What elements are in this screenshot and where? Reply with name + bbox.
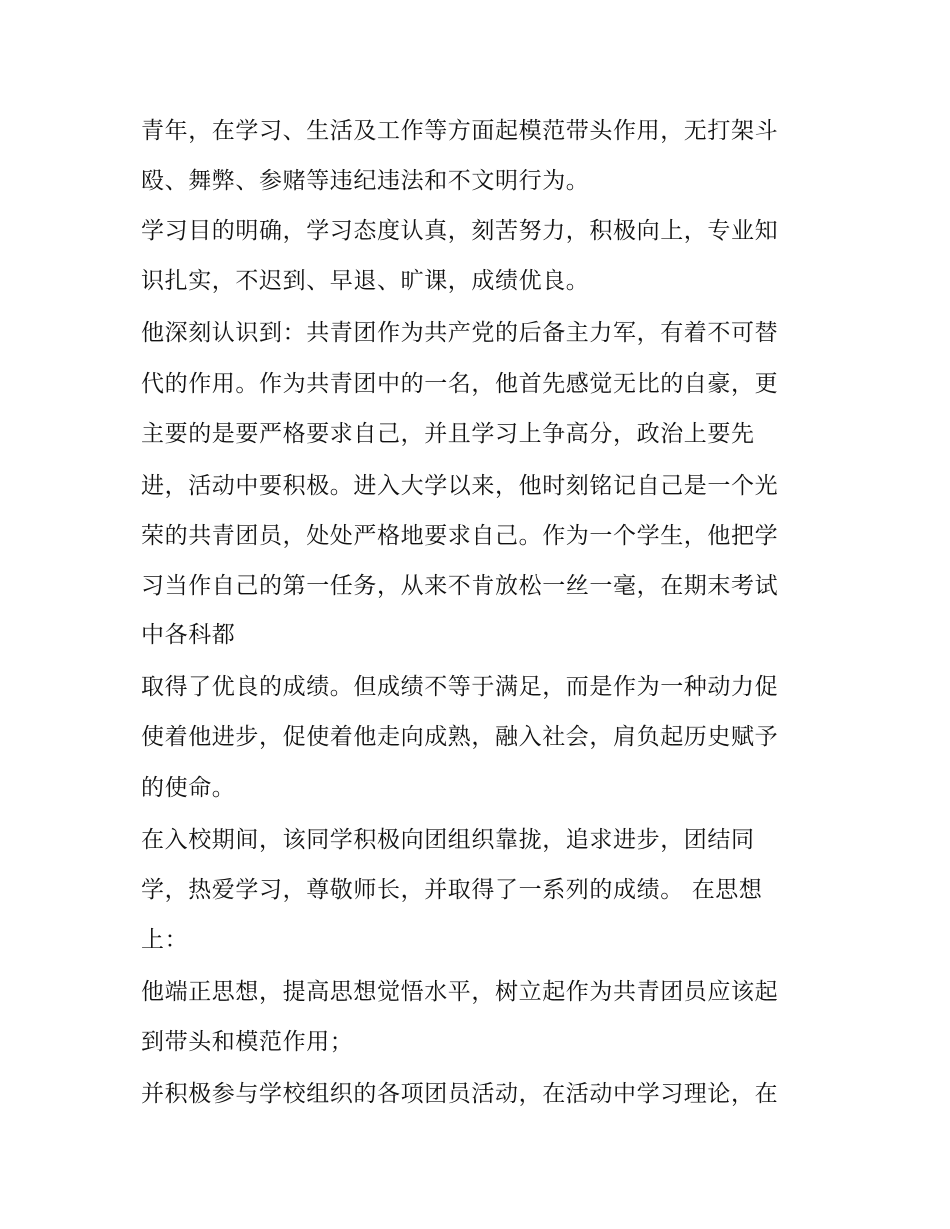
text-line: 使着他进步，促使着他走向成熟，融入社会，肩负起历史赋予 <box>141 724 779 750</box>
text-line: 主要的是要严格要求自己，并且学习上争高分，政治上要先 <box>141 421 755 447</box>
text-line: 青年，在学习、生活及工作等方面起模范带头作用，无打架斗 <box>141 118 779 144</box>
text-line: 学，热爱学习，尊敬师长，并取得了一系列的成绩。 在思想 <box>141 877 763 903</box>
text-line: 的使命。 <box>141 775 236 801</box>
text-line: 上： <box>141 927 189 953</box>
text-line: 取得了优良的成绩。但成绩不等于满足，而是作为一种动力促 <box>141 674 779 700</box>
text-line: 并积极参与学校组织的各项团员活动，在活动中学习理论，在 <box>141 1081 779 1107</box>
text-line: 殴、舞弊、参赌等违纪违法和不文明行为。 <box>141 168 590 194</box>
text-line: 进，活动中要积极。进入大学以来，他时刻铭记自己是一个光 <box>141 473 779 499</box>
text-line: 他深刻认识到：共青团作为共产党的后备主力军，有着不可替 <box>141 320 779 346</box>
text-line: 习当作自己的第一任务，从来不肯放松一丝一毫，在期末考试 <box>141 573 779 599</box>
text-line: 学习目的明确，学习态度认真，刻苦努力，积极向上，专业知 <box>141 218 779 244</box>
text-line: 到带头和模范作用； <box>141 1029 354 1055</box>
text-line: 他端正思想，提高思想觉悟水平，树立起作为共青团员应该起 <box>141 979 779 1005</box>
text-line: 识扎实，不迟到、早退、旷课，成绩优良。 <box>141 268 590 294</box>
text-line: 代的作用。作为共青团中的一名，他首先感觉无比的自豪，更 <box>141 371 779 397</box>
text-line: 荣的共青团员，处处严格地要求自己。作为一个学生，他把学 <box>141 523 779 549</box>
text-line: 中各科都 <box>141 622 236 648</box>
text-line: 在入校期间，该同学积极向团组织靠拢，追求进步，团结同 <box>141 827 755 853</box>
